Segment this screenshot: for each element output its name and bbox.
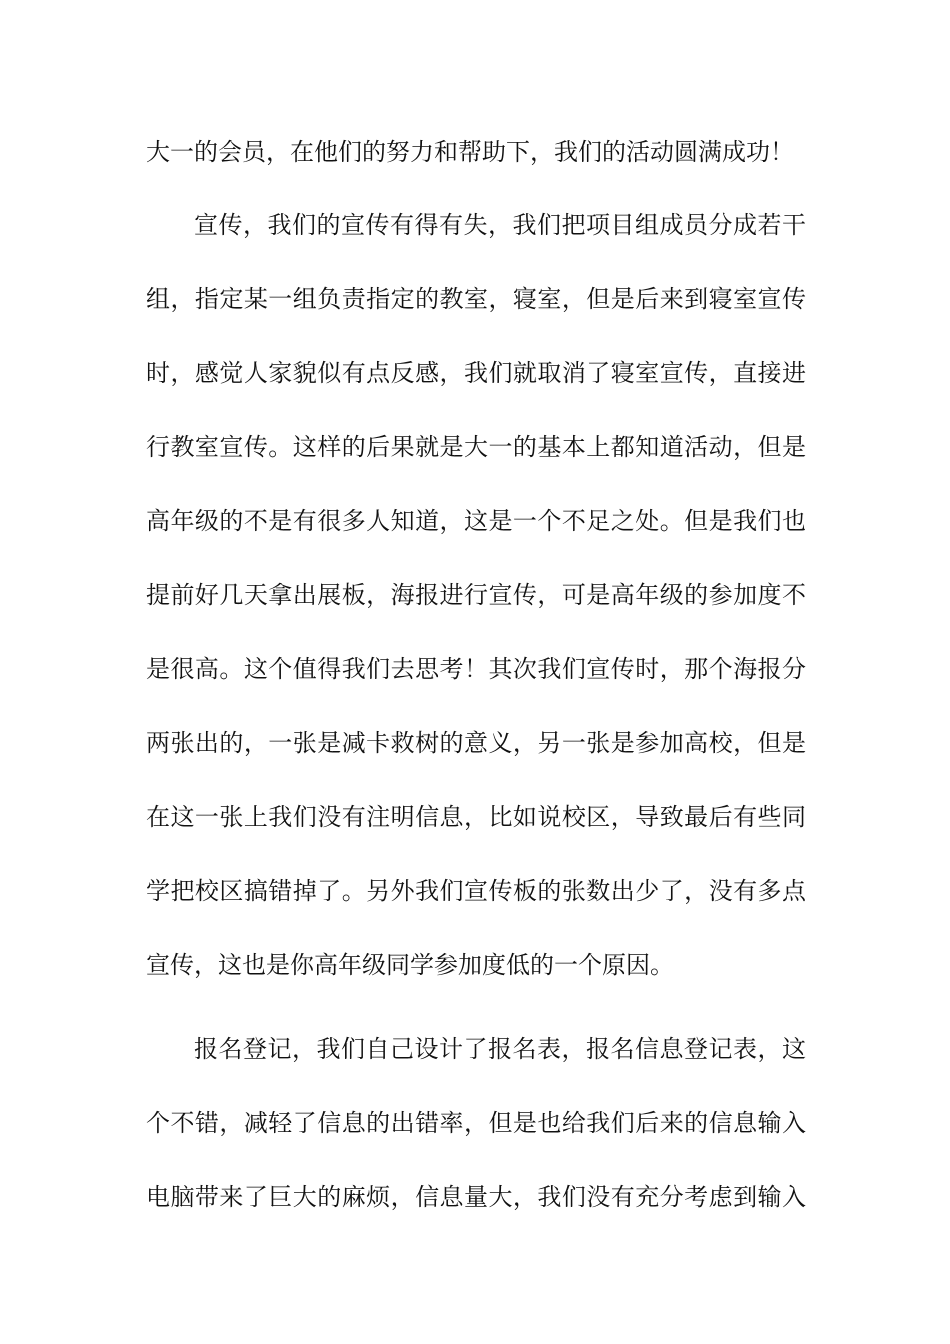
paragraph-line: 学把校区搞错掉了。另外我们宣传板的张数出少了，没有多点 (146, 877, 806, 905)
paragraph-line: 电脑带来了巨大的麻烦，信息量大，我们没有充分考虑到输入 (146, 1183, 806, 1211)
paragraph-line: 提前好几天拿出展板，海报进行宣传，可是高年级的参加度不 (146, 581, 806, 609)
paragraph-line: 个不错，减轻了信息的出错率，但是也给我们后来的信息输入 (146, 1109, 806, 1137)
paragraph-line: 大一的会员，在他们的努力和帮助下，我们的活动圆满成功！ (146, 138, 794, 166)
paragraph-line: 行教室宣传。这样的后果就是大一的基本上都知道活动，但是 (146, 433, 806, 461)
paragraph-line: 组，指定某一组负责指定的教室，寝室，但是后来到寝室宣传 (146, 285, 806, 313)
paragraph-line: 时，感觉人家貌似有点反感，我们就取消了寝室宣传，直接进 (146, 359, 806, 387)
paragraph-line: 在这一张上我们没有注明信息，比如说校区，导致最后有些同 (146, 803, 806, 831)
paragraph-line: 报名登记，我们自己设计了报名表，报名信息登记表，这 (194, 1035, 806, 1063)
paragraph-line: 是很高。这个值得我们去思考！其次我们宣传时，那个海报分 (146, 655, 806, 683)
paragraph-line: 宣传，我们的宣传有得有失，我们把项目组成员分成若干 (194, 211, 806, 239)
paragraph-line: 两张出的，一张是减卡救树的意义，另一张是参加高校，但是 (146, 729, 806, 757)
paragraph-line: 高年级的不是有很多人知道，这是一个不足之处。但是我们也 (146, 507, 806, 535)
paragraph-line: 宣传，这也是你高年级同学参加度低的一个原因。 (146, 951, 674, 979)
